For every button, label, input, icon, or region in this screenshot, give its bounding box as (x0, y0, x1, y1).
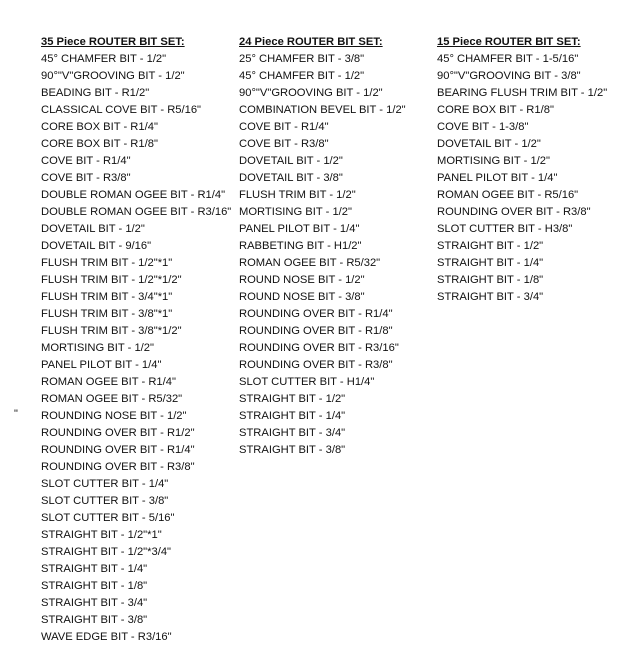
router-bit-15-item: BEARING FLUSH TRIM BIT - 1/2" (437, 87, 608, 99)
router-bit-35-item: ROMAN OGEE BIT - R5/32" (41, 393, 183, 405)
router-bit-35-item: SLOT CUTTER BIT - 5/16" (41, 512, 175, 524)
router-bit-24-item: ROUND NOSE BIT - 3/8" (239, 291, 365, 303)
router-bit-24-item: COMBINATION BEVEL BIT - 1/2" (239, 104, 406, 116)
router-bit-15-item: 90°"V"GROOVING BIT - 3/8" (437, 70, 581, 82)
router-bit-24-item: ROMAN OGEE BIT - R5/32" (239, 257, 381, 269)
router-bit-15-item: MORTISING BIT - 1/2" (437, 155, 550, 167)
router-bit-24-item: DOVETAIL BIT - 1/2" (239, 155, 343, 167)
router-set-24-list (239, 51, 406, 459)
router-bit-24-item: SLOT CUTTER BIT - H1/4" (239, 376, 375, 388)
router-bit-35-item: SLOT CUTTER BIT - 3/8" (41, 495, 169, 507)
router-bit-15-item: PANEL PILOT BIT - 1/4" (437, 172, 558, 184)
router-bit-24-item: 90°"V"GROOVING BIT - 1/2" (239, 87, 383, 99)
router-bit-15-item: DOVETAIL BIT - 1/2" (437, 138, 541, 150)
router-bit-35-item: 90°"V"GROOVING BIT - 1/2" (41, 70, 185, 82)
router-set-24-column (239, 34, 406, 459)
router-bit-35-item: STRAIGHT BIT - 1/8" (41, 580, 148, 592)
router-bit-35-item: STRAIGHT BIT - 3/8" (41, 614, 148, 626)
router-bit-35-item: DOVETAIL BIT - 1/2" (41, 223, 145, 235)
router-bit-15-item: SLOT CUTTER BIT - H3/8" (437, 223, 573, 235)
router-bit-24-item: 25° CHAMFER BIT - 3/8" (239, 53, 365, 65)
router-bit-15-item: STRAIGHT BIT - 1/8" (437, 274, 544, 286)
router-bit-35-item: DOUBLE ROMAN OGEE BIT - R3/16" (41, 206, 232, 218)
router-bit-35-item: FLUSH TRIM BIT - 3/8"*1/2" (41, 325, 182, 337)
router-bit-35-item: STRAIGHT BIT - 3/4" (41, 597, 148, 609)
router-bit-15-item: COVE BIT - 1-3/8" (437, 121, 529, 133)
router-bit-24-item: STRAIGHT BIT - 1/4" (239, 410, 346, 422)
router-bit-35-item: STRAIGHT BIT - 1/2"*1" (41, 529, 162, 541)
router-set-15-list (437, 51, 607, 306)
router-bit-24-item: 45° CHAMFER BIT - 1/2" (239, 70, 365, 82)
router-bit-35-item: PANEL PILOT BIT - 1/4" (41, 359, 162, 371)
router-bit-24-item: ROUNDING OVER BIT - R3/8" (239, 359, 393, 371)
router-bit-24-item: MORTISING BIT - 1/2" (239, 206, 352, 218)
router-bit-24-item: PANEL PILOT BIT - 1/4" (239, 223, 360, 235)
router-bit-35-item: SLOT CUTTER BIT - 1/4" (41, 478, 169, 490)
router-bit-24-item: ROUNDING OVER BIT - R1/8" (239, 325, 393, 337)
router-bit-35-item: ROUNDING OVER BIT - R1/4" (41, 444, 195, 456)
router-bit-24-item: FLUSH TRIM BIT - 1/2" (239, 189, 356, 201)
router-bit-15-item: STRAIGHT BIT - 1/2" (437, 240, 544, 252)
router-bit-15-item: ROUNDING OVER BIT - R3/8" (437, 206, 591, 218)
router-bit-35-item: CORE BOX BIT - R1/8" (41, 138, 158, 150)
router-bit-35-item: COVE BIT - R1/4" (41, 155, 131, 167)
router-bit-24-item: STRAIGHT BIT - 3/8" (239, 444, 346, 456)
router-bit-15-item: CORE BOX BIT - R1/8" (437, 104, 554, 116)
router-bit-35-item: FLUSH TRIM BIT - 3/4"*1" (41, 291, 173, 303)
router-bit-24-item: ROUNDING OVER BIT - R3/16" (239, 342, 399, 354)
router-bit-35-item: WAVE EDGE BIT - R3/16" (41, 631, 172, 643)
router-bit-35-item: CORE BOX BIT - R1/4" (41, 121, 158, 133)
stray-quote-mark: " (14, 408, 18, 420)
router-bit-35-item: 45° CHAMFER BIT - 1/2" (41, 53, 167, 65)
router-set-35-column (41, 34, 231, 646)
router-bit-35-item: STRAIGHT BIT - 1/2"*3/4" (41, 546, 172, 558)
router-bit-35-item: MORTISING BIT - 1/2" (41, 342, 154, 354)
router-bit-35-item: FLUSH TRIM BIT - 1/2"*1" (41, 257, 173, 269)
router-bit-35-item: FLUSH TRIM BIT - 3/8"*1" (41, 308, 173, 320)
router-set-15-column (437, 34, 607, 306)
router-set-15-title: 15 Piece ROUTER BIT SET: (437, 36, 581, 48)
router-bit-35-item: FLUSH TRIM BIT - 1/2"*1/2" (41, 274, 182, 286)
router-bit-24-item: COVE BIT - R1/4" (239, 121, 329, 133)
router-bit-35-item: ROUNDING NOSE BIT - 1/2" (41, 410, 187, 422)
router-bit-35-item: COVE BIT - R3/8" (41, 172, 131, 184)
router-bit-24-item: DOVETAIL BIT - 3/8" (239, 172, 343, 184)
router-bit-24-item: ROUND NOSE BIT - 1/2" (239, 274, 365, 286)
router-bit-15-item: ROMAN OGEE BIT - R5/16" (437, 189, 579, 201)
router-bit-35-item: STRAIGHT BIT - 1/4" (41, 563, 148, 575)
router-set-35-title: 35 Piece ROUTER BIT SET: (41, 36, 185, 48)
router-bit-35-item: DOUBLE ROMAN OGEE BIT - R1/4" (41, 189, 226, 201)
router-bit-24-item: ROUNDING OVER BIT - R1/4" (239, 308, 393, 320)
router-bit-35-item: CLASSICAL COVE BIT - R5/16" (41, 104, 202, 116)
router-bit-24-item: RABBETING BIT - H1/2" (239, 240, 362, 252)
router-bit-35-item: ROUNDING OVER BIT - R3/8" (41, 461, 195, 473)
router-bit-35-item: ROMAN OGEE BIT - R1/4" (41, 376, 176, 388)
router-bit-35-item: DOVETAIL BIT - 9/16" (41, 240, 152, 252)
router-set-35-list (41, 51, 231, 646)
router-bit-15-item: STRAIGHT BIT - 3/4" (437, 291, 544, 303)
router-bit-35-item: BEADING BIT - R1/2" (41, 87, 150, 99)
router-bit-15-item: 45° CHAMFER BIT - 1-5/16" (437, 53, 579, 65)
router-bit-24-item: COVE BIT - R3/8" (239, 138, 329, 150)
router-bit-35-item: ROUNDING OVER BIT - R1/2" (41, 427, 195, 439)
router-bit-24-item: STRAIGHT BIT - 1/2" (239, 393, 346, 405)
router-bit-15-item: STRAIGHT BIT - 1/4" (437, 257, 544, 269)
router-set-24-title: 24 Piece ROUTER BIT SET: (239, 36, 383, 48)
router-bit-24-item: STRAIGHT BIT - 3/4" (239, 427, 346, 439)
